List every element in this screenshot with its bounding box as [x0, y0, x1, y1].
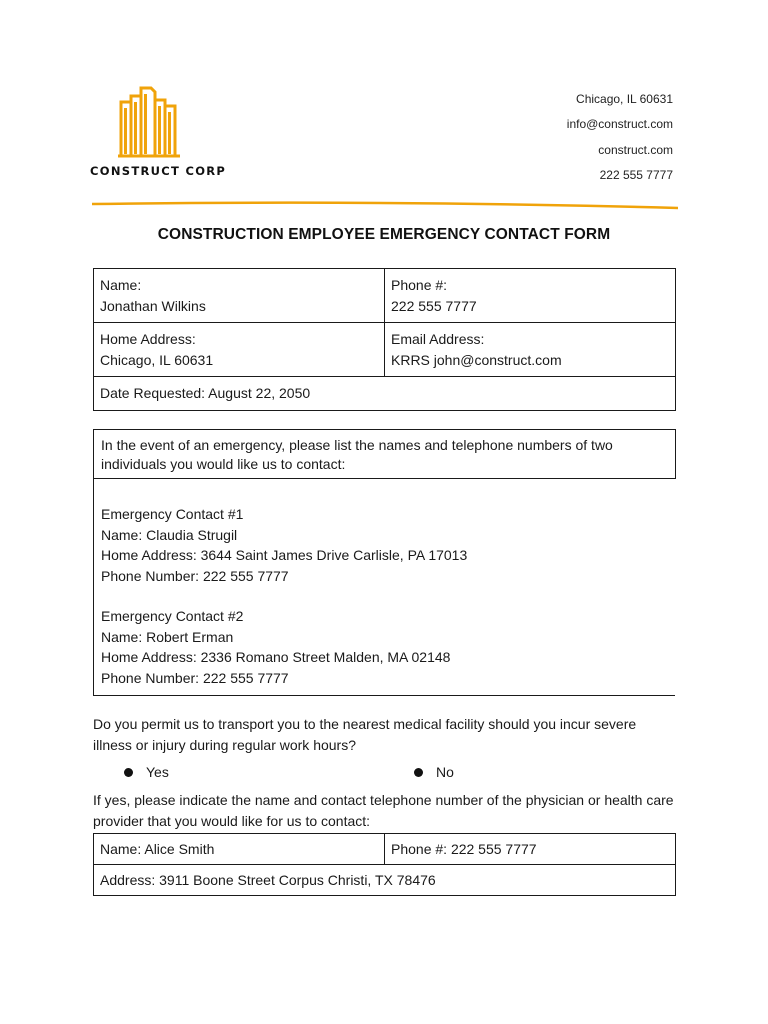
contact-name: Name: Claudia Strugil	[101, 526, 238, 543]
employee-email-value: KRRS john@construct.com	[391, 351, 562, 368]
transport-question: Do you permit us to transport you to the nearest medical facility should you incur severe illness or injury during regular work hours?	[93, 716, 637, 753]
employee-email-label: Email Address:	[391, 331, 485, 347]
company-phone: 222 555 7777	[599, 167, 673, 182]
no-label: No	[436, 764, 454, 780]
company-name: CONSTRUCT CORP	[90, 164, 227, 178]
employee-phone-label: Phone #:	[391, 277, 448, 293]
no-option[interactable]	[414, 764, 454, 780]
emergency-contact-2	[101, 606, 668, 688]
physician-address: Address: 3911 Boone Street Corpus Christi, TX 78476	[94, 865, 676, 896]
company-address: Chicago, IL 60631	[576, 92, 673, 106]
header-divider	[92, 198, 678, 212]
company-contact-info	[567, 87, 673, 188]
contact-address: Home Address: 2336 Romano Street Malden, MA 02148	[101, 649, 451, 665]
buildings-icon	[118, 86, 188, 158]
bullet-icon	[124, 768, 133, 777]
emergency-contacts-section	[93, 429, 675, 696]
employee-phone-value: 222 555 7777	[391, 297, 477, 314]
employee-address-value: Chicago, IL 60631	[100, 351, 214, 368]
employee-name-label: Name:	[100, 277, 142, 293]
contact-phone: Phone Number: 222 555 7777	[101, 567, 289, 584]
contact-heading: Emergency Contact #2	[101, 608, 244, 624]
yes-option[interactable]	[124, 764, 169, 780]
contact-address: Home Address: 3644 Saint James Drive Carlisle, PA 17013	[101, 547, 468, 563]
form-title: CONSTRUCTION EMPLOYEE EMERGENCY CONTACT FORM	[157, 226, 611, 243]
employee-email-cell	[385, 323, 676, 377]
emergency-contact-1	[101, 504, 668, 586]
employee-name-value: Jonathan Wilkins	[100, 297, 206, 314]
employee-address-label: Home Address:	[100, 331, 196, 347]
company-email: info@construct.com	[566, 117, 673, 132]
employee-name-cell	[94, 269, 385, 323]
contact-name: Name: Robert Erman	[101, 628, 234, 645]
company-logo	[90, 86, 227, 178]
physician-question: If yes, please indicate the name and contact telephone number of the physician or health care provider that you would like for us to contact:	[93, 792, 674, 829]
company-website: construct.com	[598, 142, 673, 157]
contact-phone: Phone Number: 222 555 7777	[101, 669, 289, 686]
physician-info-table	[93, 833, 676, 896]
yes-label: Yes	[146, 764, 169, 780]
emergency-contact-list	[94, 479, 675, 688]
physician-phone: Phone #: 222 555 7777	[385, 834, 676, 865]
bullet-icon	[414, 768, 423, 777]
employee-phone-cell	[385, 269, 676, 323]
contact-heading: Emergency Contact #1	[101, 506, 244, 522]
employee-address-cell	[94, 323, 385, 377]
emergency-intro: In the event of an emergency, please list the names and telephone numbers of two individuals you would like us to contact:	[94, 429, 676, 479]
physician-name: Name: Alice Smith	[94, 834, 385, 865]
employee-info-table	[93, 268, 676, 411]
date-requested: Date Requested: August 22, 2050	[94, 377, 676, 411]
